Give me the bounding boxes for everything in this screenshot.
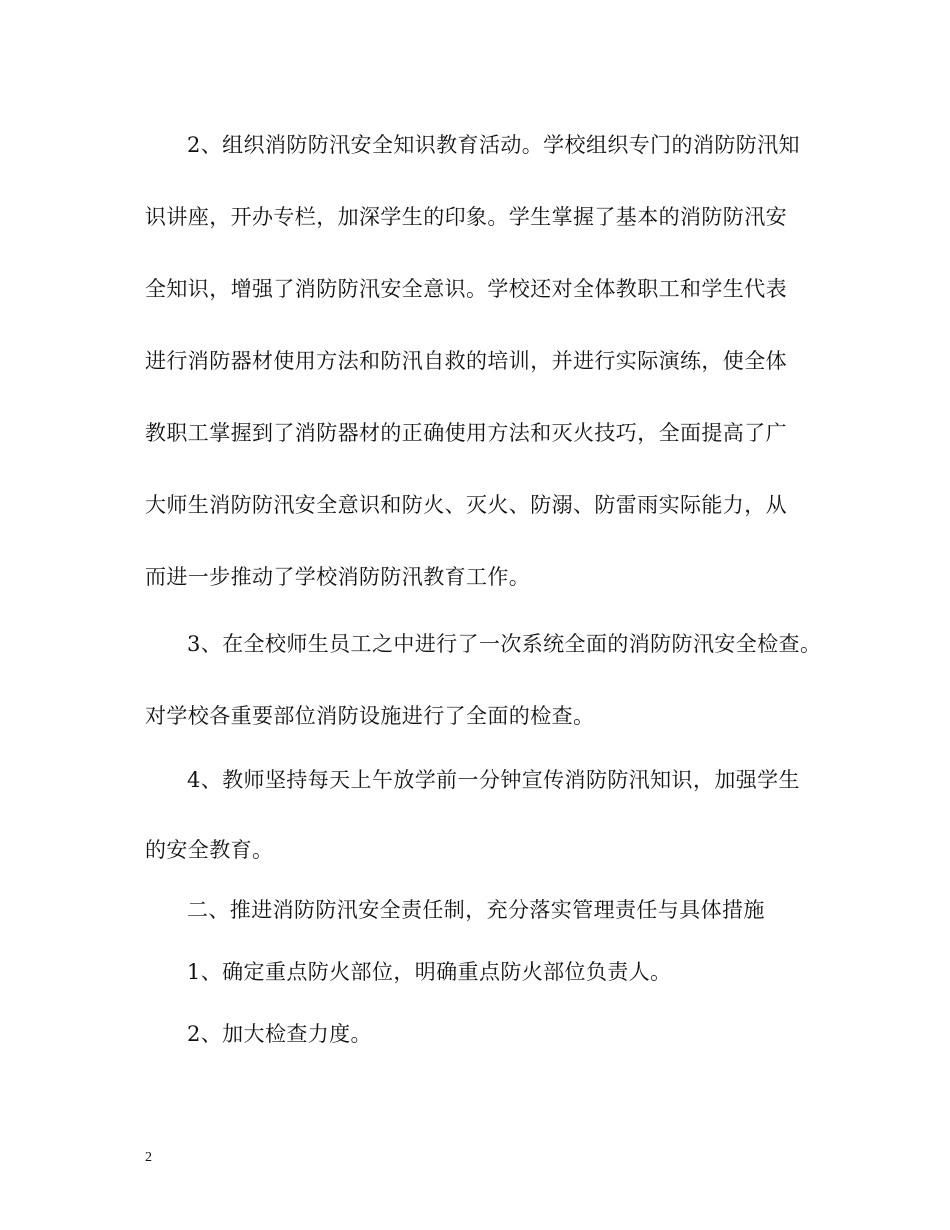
paragraph-line: 4、教师坚持每天上午放学前一分钟宣传消防防汛知识，加强学生 <box>187 768 800 792</box>
paragraph-line: 全知识，增强了消防防汛安全意识。学校还对全体教职工和学生代表 <box>145 277 787 301</box>
paragraph-line: 识讲座，开办专栏，加深学生的印象。学生掌握了基本的消防防汛安 <box>145 205 787 229</box>
section-heading: 二、推进消防防汛安全责任制，充分落实管理责任与具体措施 <box>187 898 765 922</box>
paragraph-line: 而进一步推动了学校消防防汛教育工作。 <box>145 565 531 589</box>
paragraph-line: 大师生消防防汛安全意识和防火、灭火、防溺、防雷雨实际能力，从 <box>145 493 787 517</box>
paragraph-line: 2、加大检查力度。 <box>187 1022 372 1046</box>
paragraph-line: 教职工掌握到了消防器材的正确使用方法和灭火技巧，全面提高了广 <box>145 421 787 445</box>
page-number: 2 <box>145 1150 152 1165</box>
paragraph-line: 对学校各重要部位消防设施进行了全面的检查。 <box>145 704 595 728</box>
paragraph-line: 进行消防器材使用方法和防汛自救的培训，并进行实际演练，使全体 <box>145 349 787 373</box>
paragraph-line: 3、在全校师生员工之中进行了一次系统全面的消防防汛安全检查。 <box>187 632 822 656</box>
paragraph-line: 2、组织消防防汛安全知识教育活动。学校组织专门的消防防汛知 <box>187 133 800 157</box>
paragraph-line: 1、确定重点防火部位，明确重点防火部位负责人。 <box>187 960 672 984</box>
paragraph-line: 的安全教育。 <box>145 838 274 862</box>
